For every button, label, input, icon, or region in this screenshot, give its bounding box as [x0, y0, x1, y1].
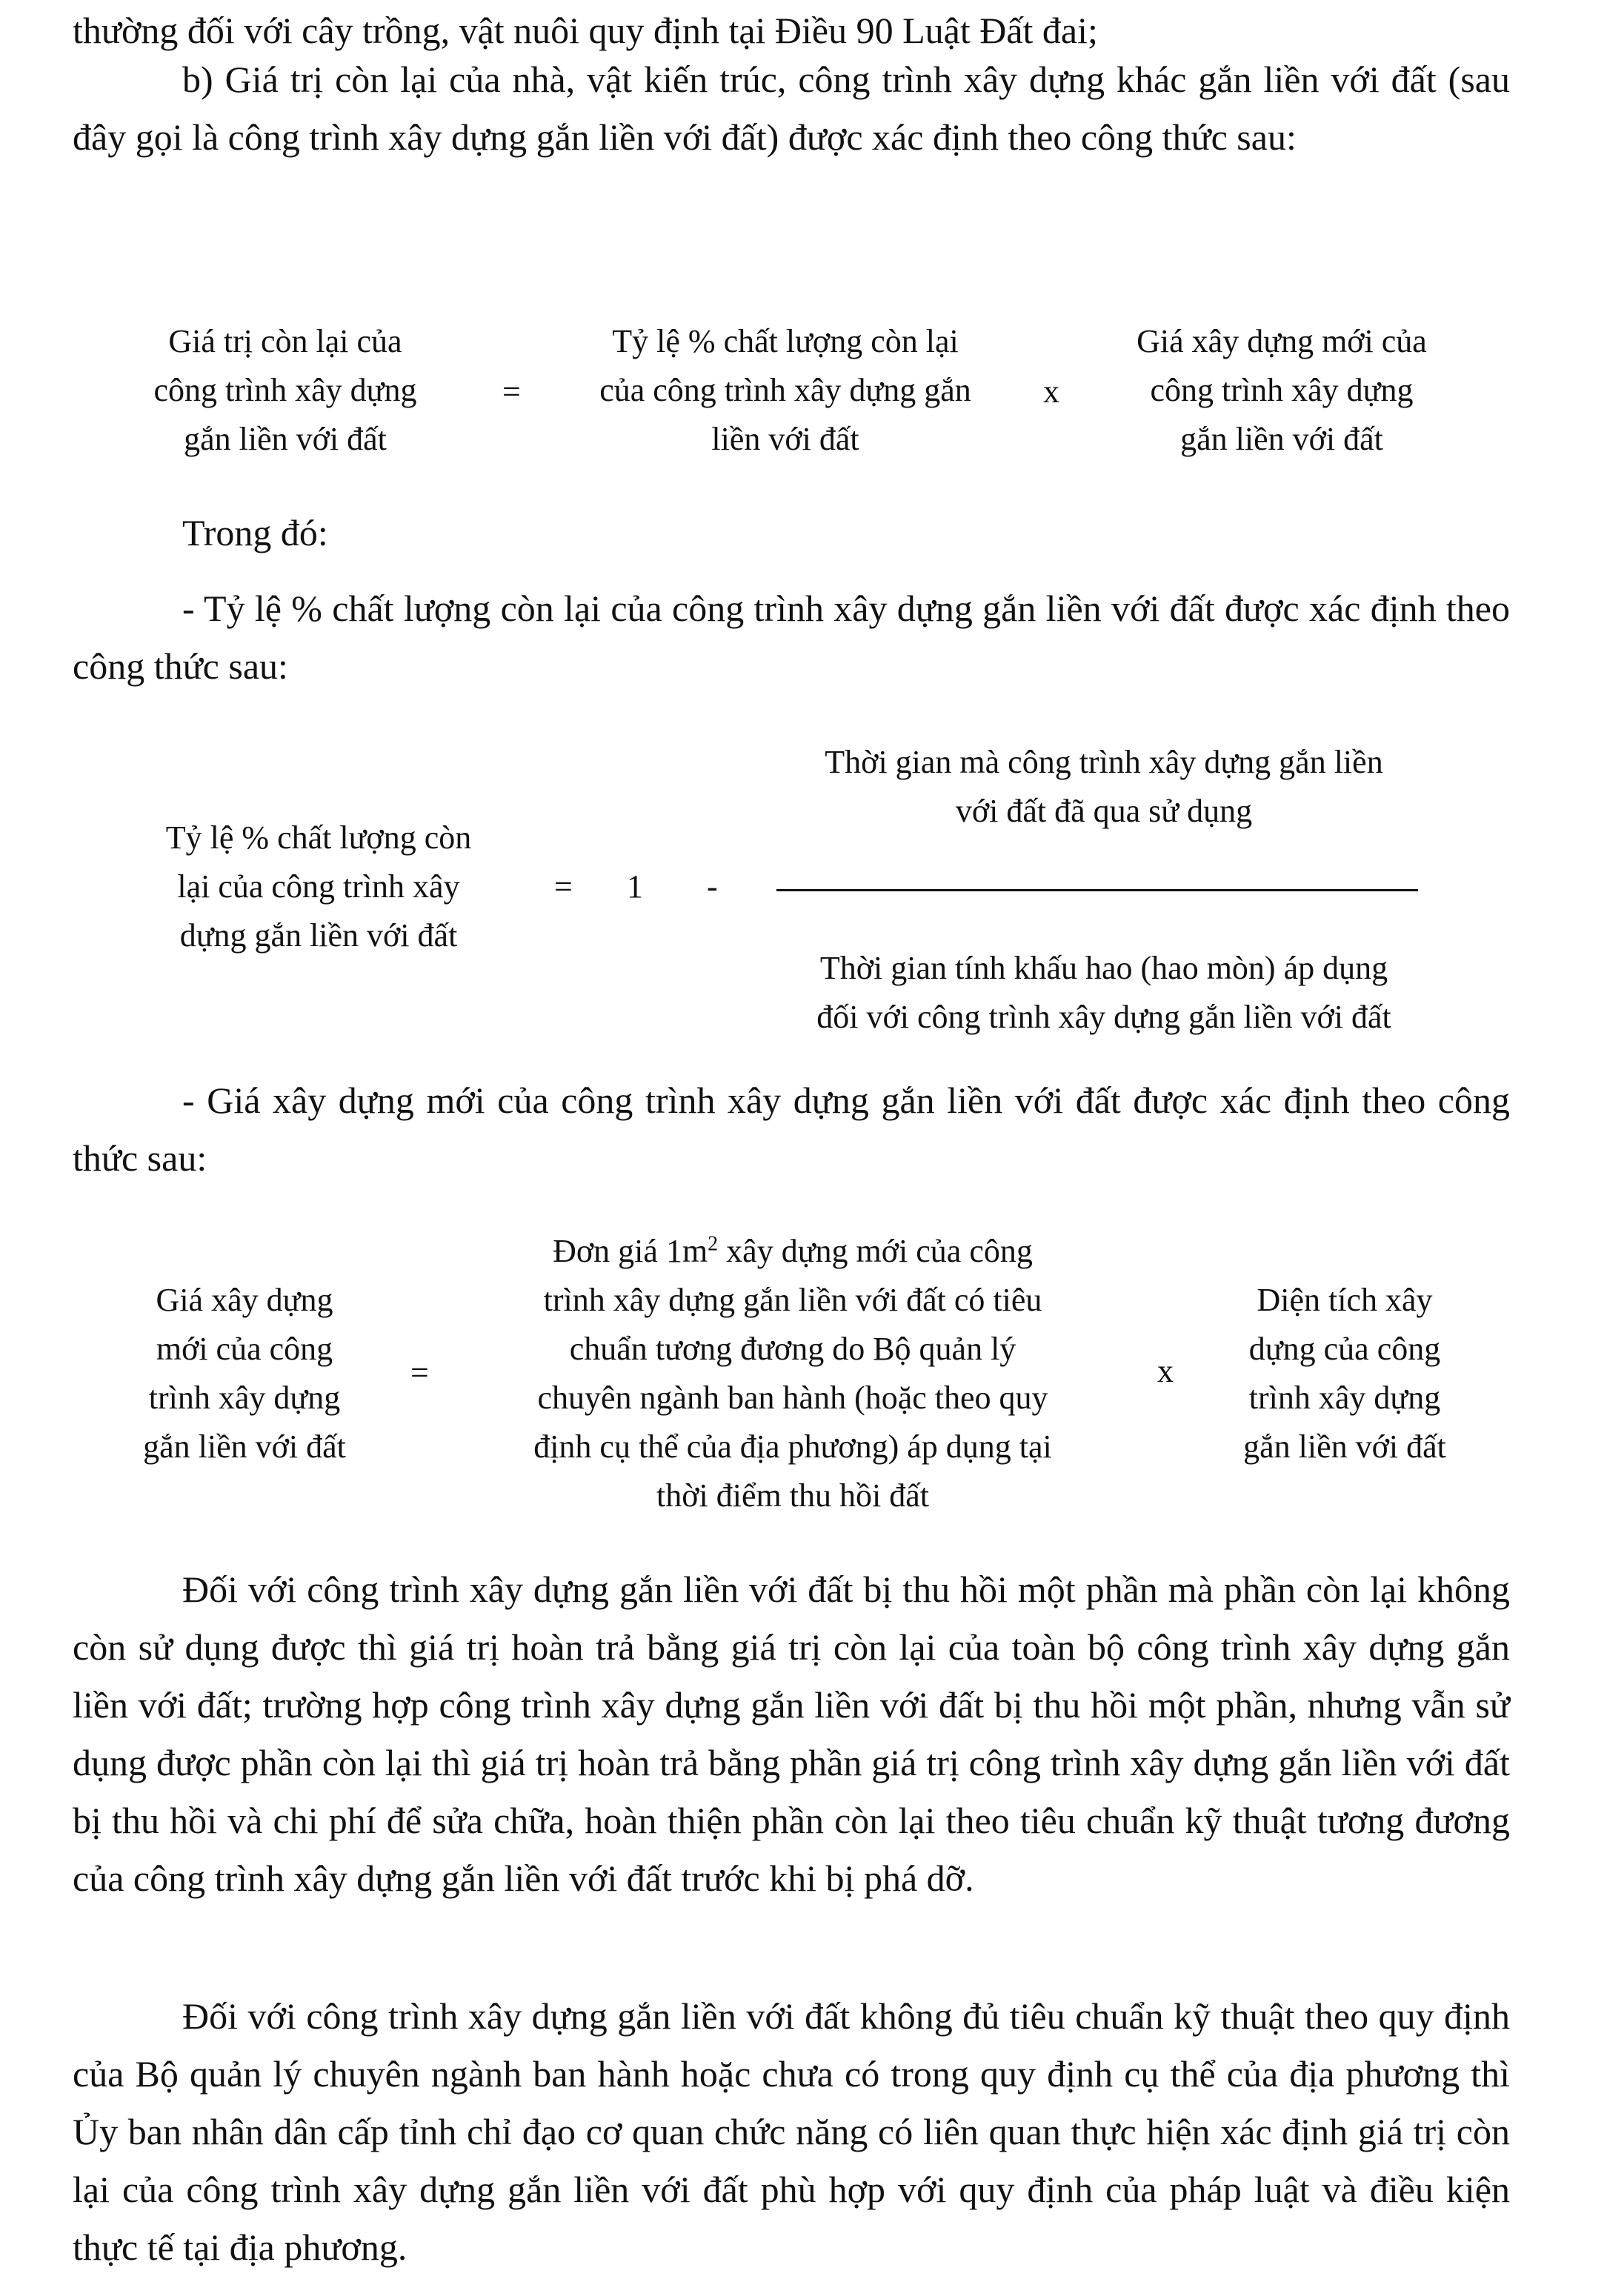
formula1-times: x: [1043, 373, 1059, 410]
paragraph-partial-recovery: Đối với công trình xây dựng gắn liền với đất bị thu hồi một phần mà phần còn lại không còn sử dụng được thì giá trị hoàn trả bằng giá trị còn lại của toàn bộ công trình xây dựng gắn liền với đất; trường hợp công trình xây dựng gắn liền với đất bị thu hồi một phần, nhưng vẫn sử dụng được phần còn lại thì giá trị hoàn trả bằng phần giá trị công trình xây dựng gắn liền với đất bị thu hồi và chi phí để sửa chữa, hoàn thiện phần còn lại theo tiêu chuẩn kỹ thuật tương đương của công trình xây dựng gắn liền với đất trước khi bị phá dỡ.: [73, 1569, 1510, 1899]
formula2-left: [119, 814, 519, 960]
formula3-times: x: [1157, 1353, 1174, 1389]
paragraph-b: b) Giá trị còn lại của nhà, vật kiến trúc, công trình xây dựng khác gắn liền với đất (sau đây gọi là công trình xây dựng gắn liền với đất) được xác định theo công thức sau:: [73, 59, 1510, 158]
formula3-right-line: trình xây dựng: [1248, 1380, 1441, 1416]
formula3-right-line: dựng của công: [1248, 1331, 1441, 1367]
paragraph-gia-xay-dung-moi: - Giá xây dựng mới của công trình xây dựng gắn liền với đất được xác định theo công thức sau:: [73, 1080, 1510, 1179]
paragraph-ty-le: - Tỷ lệ % chất lượng còn lại của công trình xây dựng gắn liền với đất được xác định theo công thức sau:: [73, 588, 1510, 687]
formula1-middle: [548, 317, 1022, 464]
formula2-left-line: lại của công trình xây: [177, 868, 460, 905]
formula1-middle-line: của công trình xây dựng gắn: [599, 372, 971, 408]
formula2-numerator-line: với đất đã qua sử dụng: [955, 793, 1253, 829]
formula3-left-line: Giá xây dựng: [156, 1282, 333, 1318]
formula2-denominator-line: Thời gian tính khấu hao (hao mòn) áp dụng: [819, 950, 1388, 986]
formula3-right-line: gắn liền với đất: [1243, 1428, 1446, 1465]
formula3-right: [1200, 1276, 1489, 1471]
formula2-left-line: Tỷ lệ % chất lượng còn: [165, 819, 472, 856]
formula1-left-line: gắn liền với đất: [184, 421, 387, 457]
formula2-left-line: dựng gắn liền với đất: [179, 917, 458, 954]
formula3-middle-post: xây dựng mới của công: [718, 1233, 1033, 1269]
formula3-right-line: Diện tích xây: [1257, 1282, 1433, 1318]
formula2-minus: -: [707, 868, 718, 905]
paragraph-substandard-works: Đối với công trình xây dựng gắn liền với đất không đủ tiêu chuẩn kỹ thuật theo quy định của Bộ quản lý chuyên ngành ban hành hoặc chưa có trong quy định cụ thể của địa phương thì Ủy ban nhân dân cấp tỉnh chỉ đạo cơ quan chức năng có liên quan thực hiện xác định giá trị còn lại của công trình xây dựng gắn liền với đất phù hợp với quy định của pháp luật và điều kiện thực tế tại địa phương.: [73, 1995, 1510, 2268]
formula2-denominator-line: đối với công trình xây dựng gắn liền với đất: [816, 999, 1391, 1035]
formula3-middle-line: chuyên ngành ban hành (hoặc theo quy: [537, 1380, 1048, 1416]
formula2-denominator: [748, 944, 1460, 1042]
formula1-left-line: Giá trị còn lại của: [168, 323, 402, 359]
formula1-right-line: gắn liền với đất: [1180, 421, 1383, 457]
formula2-numerator: [748, 738, 1460, 836]
formula2-numerator-line: Thời gian mà công trình xây dựng gắn liền: [825, 744, 1383, 780]
formula2-one: 1: [627, 868, 643, 905]
formula3-middle-line: định cụ thể của địa phương) áp dụng tại: [533, 1428, 1052, 1465]
formula3-equals: =: [410, 1354, 429, 1391]
formula3-middle-first-line: [459, 1227, 1126, 1276]
paragraph-continuation: thường đối với cây trồng, vật nuôi quy định tại Điều 90 Luật Đất đai;: [73, 10, 1098, 51]
trong-do-label: Trong đó:: [182, 512, 328, 553]
formula3-left-line: gắn liền với đất: [143, 1428, 346, 1465]
formula1-middle-line: Tỷ lệ % chất lượng còn lại: [612, 323, 959, 359]
formula1-right-line: Giá xây dựng mới của: [1137, 323, 1427, 359]
formula1-right: [1096, 317, 1467, 464]
formula3-middle-line: trình xây dựng gắn liền với đất có tiêu: [543, 1282, 1042, 1318]
formula1-middle-line: liền với đất: [711, 421, 859, 457]
formula3-middle: [459, 1227, 1126, 1520]
formula1-equals: =: [502, 373, 521, 410]
formula3-middle-sup: 2: [708, 1232, 719, 1256]
formula2-fraction-bar: [776, 889, 1418, 891]
formula1-right-line: công trình xây dựng: [1150, 372, 1414, 408]
formula3-middle-line: chuẩn tương đương do Bộ quản lý: [569, 1331, 1016, 1367]
formula3-left-line: trình xây dựng: [148, 1380, 341, 1416]
formula3-middle-line: thời điểm thu hồi đất: [656, 1477, 929, 1514]
formula3-middle-pre: Đơn giá 1m: [553, 1233, 708, 1269]
formula2-equals: =: [554, 868, 573, 905]
formula3-left: [111, 1276, 378, 1471]
formula3-left-line: mới của công: [156, 1331, 333, 1367]
formula1-left-line: công trình xây dựng: [153, 372, 417, 408]
formula1-left: [111, 317, 459, 464]
